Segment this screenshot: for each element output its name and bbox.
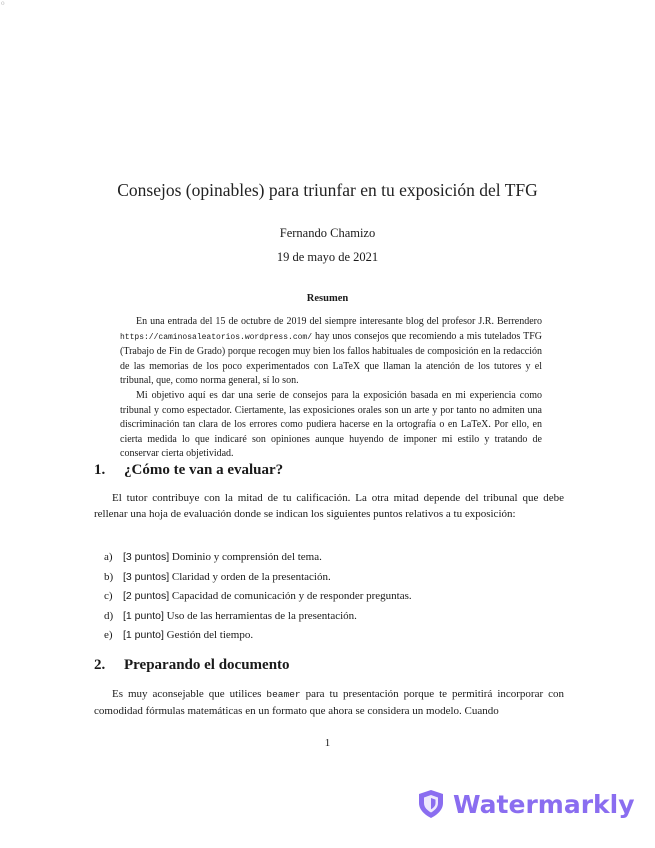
section-1-heading bbox=[94, 462, 283, 479]
list-text: Capacidad de comunicación y de responder preguntas. bbox=[171, 590, 412, 602]
corner-mark: o bbox=[1, 0, 5, 7]
abstract-paragraph-1 bbox=[120, 315, 542, 389]
list-points: [3 puntos] bbox=[123, 570, 170, 583]
list-points: [3 puntos] bbox=[123, 551, 170, 563]
section-2-paragraph-text bbox=[94, 686, 564, 720]
section-2-number: 2. bbox=[94, 657, 106, 673]
section-2-text-a: Es muy aconsejable que utilices bbox=[112, 688, 267, 700]
list-marker: a) bbox=[104, 551, 113, 563]
abstract-heading: Resumen bbox=[306, 293, 349, 304]
list-text: Claridad y orden de la presentación. bbox=[171, 570, 331, 583]
abstract-text-1b: hay unos consejos que recomiendo a mis tutelados TFG (Trabajo de Fin de Grado) porque recogen muy bien los fallos habituales de composición en la redacción de las memorias de los poco experimentados con LaTeX que llaman la atención de los tutores y el tribunal, que, como norma general, sí lo son. bbox=[120, 330, 542, 387]
list-points: [1 punto] bbox=[123, 609, 164, 622]
watermark-text: Watermarkly bbox=[453, 789, 635, 819]
list-marker: b) bbox=[104, 570, 114, 583]
list-points: [1 punto] bbox=[123, 629, 164, 641]
list-marker: d) bbox=[104, 609, 114, 622]
paper-author: Fernando Chamizo bbox=[279, 226, 376, 240]
abstract-paragraph-2: Mi objetivo aquí es dar una serie de consejos para la exposición basada en mi experiencia como tribunal y como espectador. Ciertamente, las exposiciones orales son un arte y por tanto no admiten una discriminación tan clara de los errores como pudiera hacerse en la ortografía o en LaTeX. Por ello, en cierta medida lo que indicaré son opiniones aunque huyendo de imponer mi estilo y tratando de conservar cierta objetividad. bbox=[120, 389, 542, 460]
page-number: 1 bbox=[324, 737, 331, 749]
list-text: Gestión del tiempo. bbox=[166, 629, 254, 641]
list-item bbox=[104, 549, 564, 569]
list-marker: e) bbox=[104, 629, 113, 641]
watermark bbox=[417, 786, 635, 822]
list-text: Dominio y comprensión del tema. bbox=[171, 551, 322, 563]
list-item bbox=[104, 588, 564, 608]
beamer-code: beamer bbox=[266, 689, 301, 700]
shield-icon bbox=[417, 789, 445, 819]
section-1-paragraph bbox=[94, 490, 564, 523]
list-marker: c) bbox=[104, 590, 113, 602]
section-2-title: Preparando el documento bbox=[124, 657, 290, 673]
section-2-heading bbox=[94, 657, 290, 674]
list-points: [2 puntos] bbox=[123, 590, 170, 602]
section-2-text-b: para tu presentación porque te permitirá incorporar con comodidad fórmulas matemáticas en un formato que ahora se considera un modelo. Cuando bbox=[94, 688, 565, 718]
section-2-paragraph bbox=[94, 686, 564, 720]
abstract-text-1a: En una entrada del 15 de octubre de 2019 del siempre interesante blog del profesor J.R. Berrendero bbox=[136, 316, 542, 327]
section-1-title: ¿Cómo te van a evaluar? bbox=[124, 462, 284, 478]
abstract bbox=[120, 315, 542, 462]
section-1-paragraph-text: El tutor contribuye con la mitad de tu calificación. La otra mitad depende del tribunal que debe rellenar una hoja de evaluación donde se indican los siguientes puntos relativos a tu exposición: bbox=[94, 492, 564, 521]
list-item bbox=[104, 569, 564, 589]
evaluation-list bbox=[104, 549, 564, 647]
list-item bbox=[104, 608, 564, 628]
blog-url: https://caminosaleatorios.wordpress.com/ bbox=[120, 332, 313, 342]
section-1-number: 1. bbox=[94, 462, 106, 478]
paper-title: Consejos (opinables) para triunfar en tu exposición del TFG bbox=[117, 180, 538, 200]
list-item bbox=[104, 627, 564, 647]
paper-date: 19 de mayo de 2021 bbox=[276, 250, 379, 264]
list-text: Uso de las herramientas de la presentación. bbox=[166, 609, 357, 622]
